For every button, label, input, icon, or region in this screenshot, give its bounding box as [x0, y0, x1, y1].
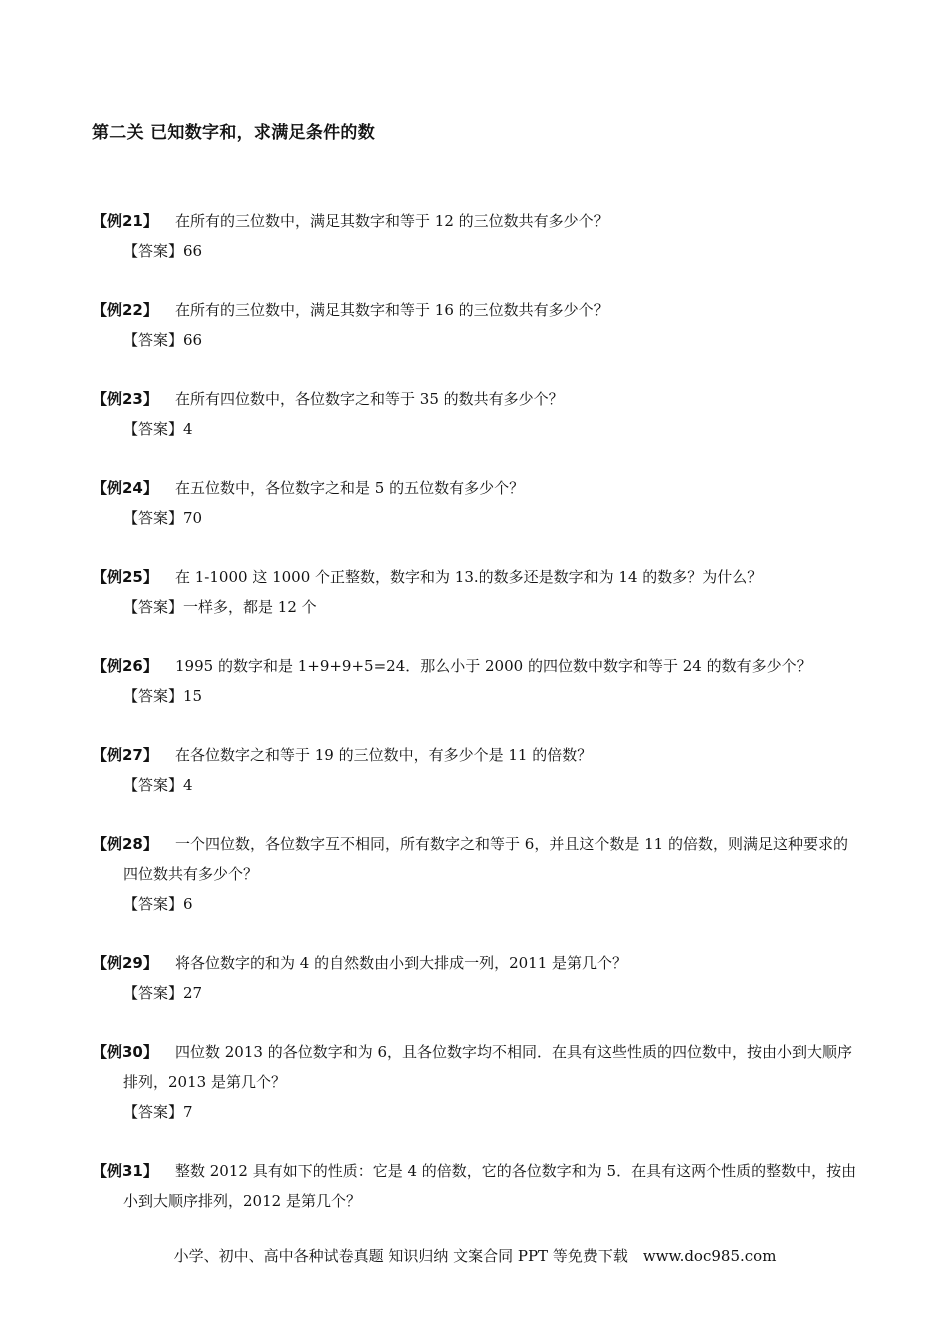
problem-item — [92, 295, 862, 355]
problem-item — [92, 206, 862, 266]
problem-item — [92, 829, 862, 919]
problem-question: 整数 2012 具有如下的性质：它是 4 的倍数，它的各位数字和为 5．在具有这两个性质的整数中，按由小到大顺序排列，2012 是第几个？ — [123, 1162, 857, 1210]
problem-label: 【例29】 — [92, 954, 158, 972]
problem-item — [92, 562, 862, 622]
problem-label: 【例28】 — [92, 835, 158, 853]
problem-item — [92, 384, 862, 444]
problem-label: 【例25】 — [92, 568, 158, 586]
problem-question: 在各位数字之和等于 19 的三位数中，有多少个是 11 的倍数？ — [175, 746, 593, 764]
problem-answer: 【答案】7 — [123, 1103, 193, 1121]
problem-answer: 【答案】15 — [123, 687, 203, 705]
problem-answer: 【答案】6 — [123, 895, 193, 913]
problem-label: 【例21】 — [92, 212, 158, 230]
problem-question: 四位数 2013 的各位数字和为 6，且各位数字均不相同．在具有这些性质的四位数中，按由小到大顺序排列，2013 是第几个？ — [123, 1043, 853, 1091]
problem-question: 1995 的数字和是 1+9+9+5=24．那么小于 2000 的四位数中数字和等于 24 的数有多少个？ — [175, 657, 812, 675]
problem-question: 将各位数字的和为 4 的自然数由小到大排成一列，2011 是第几个？ — [175, 954, 628, 972]
problem-label: 【例24】 — [92, 479, 158, 497]
problem-question: 一个四位数，各位数字互不相同，所有数字之和等于 6，并且这个数是 11 的倍数，则满足这种要求的四位数共有多少个？ — [123, 835, 848, 883]
problem-item — [92, 1156, 862, 1216]
problem-question: 在五位数中，各位数字之和是 5 的五位数有多少个？ — [175, 479, 525, 497]
problem-label: 【例26】 — [92, 657, 158, 675]
problem-label: 【例23】 — [92, 390, 158, 408]
problem-item — [92, 473, 862, 533]
problem-list — [92, 206, 862, 1245]
problem-label: 【例22】 — [92, 301, 158, 319]
page-title: 第二关 已知数字和，求满足条件的数 — [92, 123, 376, 143]
problem-label: 【例30】 — [92, 1043, 158, 1061]
problem-question: 在所有四位数中，各位数字之和等于 35 的数共有多少个？ — [175, 390, 564, 408]
problem-question: 在所有的三位数中，满足其数字和等于 16 的三位数共有多少个？ — [175, 301, 609, 319]
problem-answer: 【答案】27 — [123, 984, 203, 1002]
problem-question: 在 1-1000 这 1000 个正整数，数字和为 13.的数多还是数字和为 14 的数多？为什么？ — [175, 568, 763, 586]
problem-label: 【例27】 — [92, 746, 158, 764]
problem-item — [92, 740, 862, 800]
problem-answer: 【答案】70 — [123, 509, 203, 527]
problem-answer: 【答案】4 — [123, 420, 193, 438]
problem-answer: 【答案】一样多，都是 12 个 — [123, 598, 317, 616]
problem-answer: 【答案】4 — [123, 776, 193, 794]
problem-label: 【例31】 — [92, 1162, 158, 1180]
problem-item — [92, 948, 862, 1008]
problem-item — [92, 1037, 862, 1127]
page-footer: 小学、初中、高中各种试卷真题 知识归纳 文案合同 PPT 等免费下载 www.doc985.com — [173, 1247, 777, 1265]
problem-question: 在所有的三位数中，满足其数字和等于 12 的三位数共有多少个？ — [175, 212, 609, 230]
problem-answer: 【答案】66 — [123, 331, 203, 349]
problem-answer: 【答案】66 — [123, 242, 203, 260]
problem-item — [92, 651, 862, 711]
